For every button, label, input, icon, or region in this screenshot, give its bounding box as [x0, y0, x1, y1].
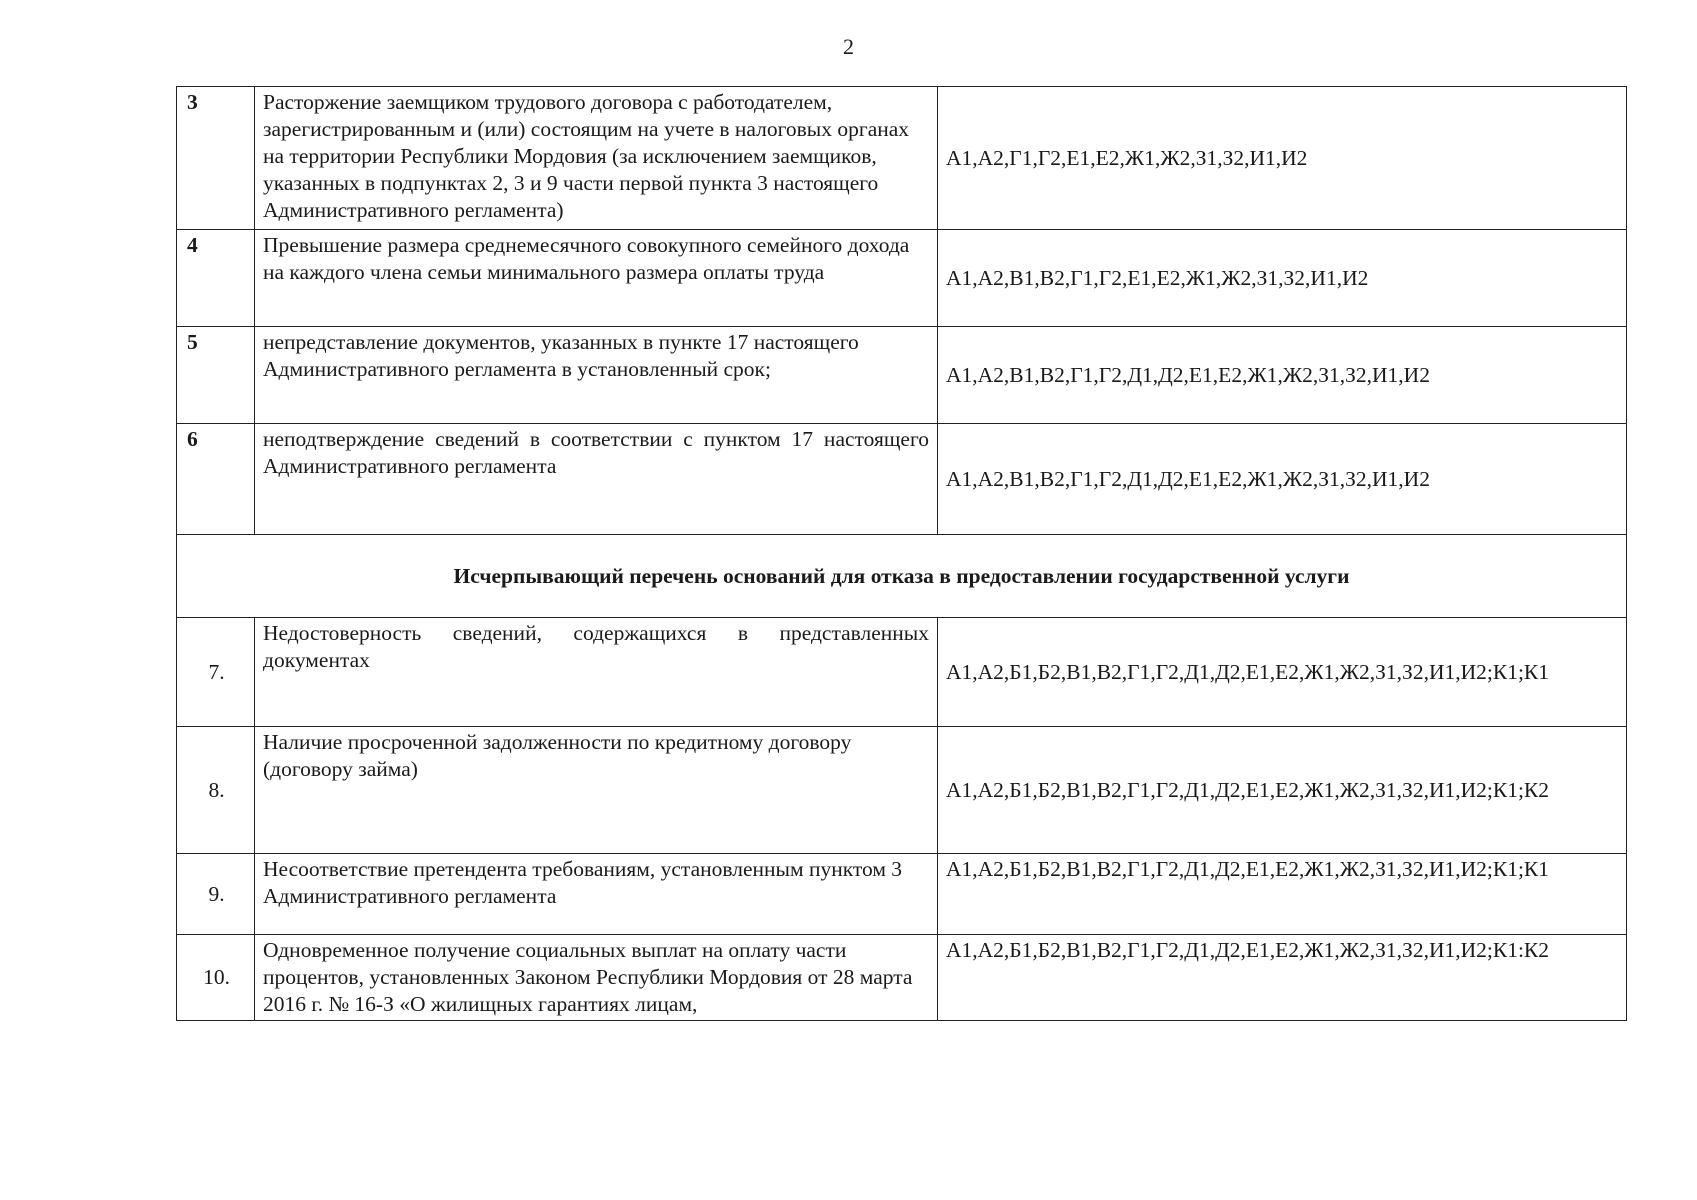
- section-heading: Исчерпывающий перечень оснований для отказа в предоставлении государственной услуги: [177, 535, 1627, 618]
- table-row: [177, 618, 1627, 727]
- table-row: [177, 854, 1627, 935]
- row-codes: А1,А2,В1,В2,Г1,Г2,Е1,Е2,Ж1,Ж2,З1,З2,И1,И2: [938, 230, 1627, 327]
- row-description: Недостоверность сведений, содержащихся в представленных документах: [255, 618, 938, 727]
- table-row: [177, 424, 1627, 535]
- table-row: [177, 230, 1627, 327]
- row-description: неподтверждение сведений в соответствии с пунктом 17 настоящего Административного регламента: [255, 424, 938, 535]
- row-codes: А1,А2,Г1,Г2,Е1,Е2,Ж1,Ж2,З1,З2,И1,И2: [938, 87, 1627, 230]
- table-row: [177, 727, 1627, 854]
- row-codes: А1,А2,В1,В2,Г1,Г2,Д1,Д2,Е1,Е2,Ж1,Ж2,З1,З2,И1,И2: [938, 327, 1627, 424]
- row-codes: А1,А2,Б1,Б2,В1,В2,Г1,Г2,Д1,Д2,Е1,Е2,Ж1,Ж2,З1,З2,И1,И2;К1;К1: [938, 618, 1627, 727]
- row-description: Одновременное получение социальных выплат на оплату части процентов, установленных Законом Республики Мордовия от 28 марта 2016 г. № 16-З «О жилищных гарантиях лицам,: [255, 935, 938, 1021]
- row-number: 3: [177, 87, 255, 230]
- row-description: Несоответствие претендента требованиям, установленным пунктом 3 Административного регламента: [255, 854, 938, 935]
- row-description: непредставление документов, указанных в пункте 17 настоящего Административного регламента в установленный срок;: [255, 327, 938, 424]
- table-row: [177, 935, 1627, 1021]
- row-number: 9.: [177, 854, 255, 935]
- row-codes: А1,А2,Б1,Б2,В1,В2,Г1,Г2,Д1,Д2,Е1,Е2,Ж1,Ж2,З1,З2,И1,И2;К1;К2: [938, 727, 1627, 854]
- table-row: [177, 327, 1627, 424]
- row-description: Превышение размера среднемесячного совокупного семейного дохода на каждого члена семьи минимального размера оплаты труда: [255, 230, 938, 327]
- row-codes: А1,А2,Б1,Б2,В1,В2,Г1,Г2,Д1,Д2,Е1,Е2,Ж1,Ж2,З1,З2,И1,И2;К1:К2: [938, 935, 1627, 1021]
- row-codes: А1,А2,В1,В2,Г1,Г2,Д1,Д2,Е1,Е2,Ж1,Ж2,З1,З2,И1,И2: [938, 424, 1627, 535]
- row-description: Наличие просроченной задолженности по кредитному договору (договору займа): [255, 727, 938, 854]
- row-codes: А1,А2,Б1,Б2,В1,В2,Г1,Г2,Д1,Д2,Е1,Е2,Ж1,Ж2,З1,З2,И1,И2;К1;К1: [938, 854, 1627, 935]
- table-row: [177, 87, 1627, 230]
- grounds-table: [176, 86, 1627, 1021]
- page-number: 2: [843, 34, 854, 59]
- row-number: 7.: [177, 618, 255, 727]
- section-heading-row: [177, 535, 1627, 618]
- row-number: 5: [177, 327, 255, 424]
- row-number: 10.: [177, 935, 255, 1021]
- row-number: 8.: [177, 727, 255, 854]
- row-description: Расторжение заемщиком трудового договора с работодателем, зарегистрированным и (или) состоящим на учете в налоговых органах на территории Республики Мордовия (за исключением заемщиков, указанных в подпунктах 2, 3 и 9 части первой пункта 3 настоящего Административного регламента): [255, 87, 938, 230]
- row-number: 4: [177, 230, 255, 327]
- row-number: 6: [177, 424, 255, 535]
